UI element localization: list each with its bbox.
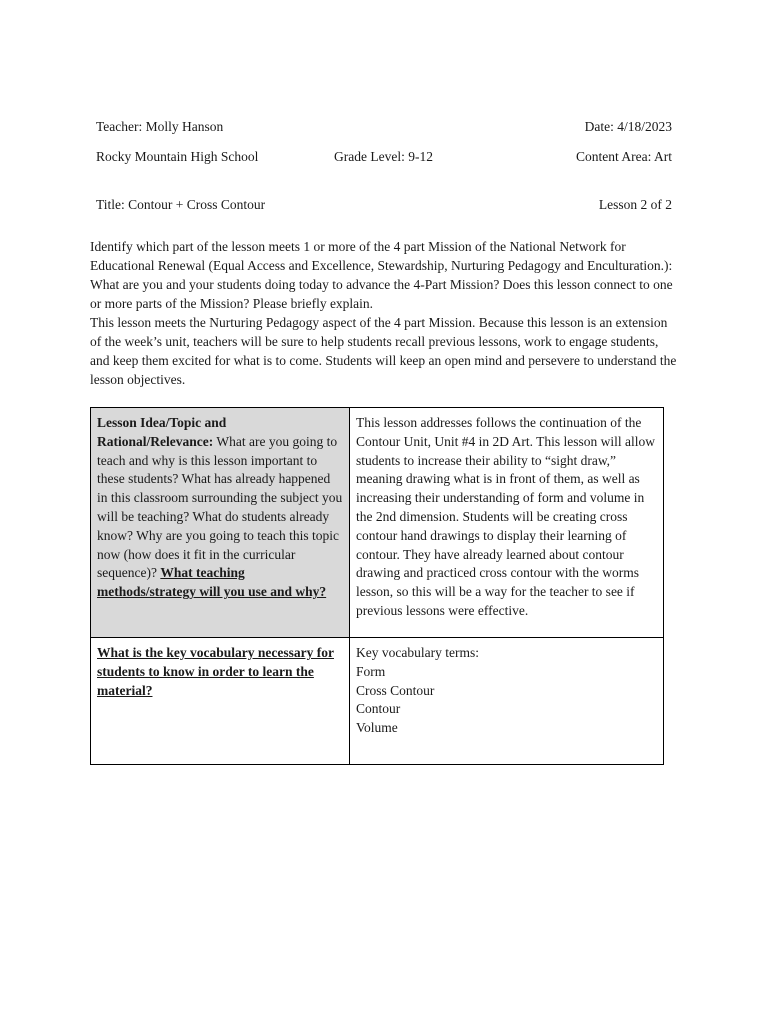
school-name: Rocky Mountain High School xyxy=(96,149,259,164)
table-row xyxy=(91,408,664,638)
mission-question: Identify which part of the lesson meets 1 or more of the 4 part Mission of the National Network for Educational Renewal (Equal Access and Excellence, Stewardship, Nurturing Pedagogy and Enculturation.): What are you and your students doing today to advance the 4-Part Mission? Does this lesson connect to one or more parts of the Mission? Please briefly explain. xyxy=(90,239,673,311)
title-row xyxy=(96,197,672,217)
mission-section xyxy=(90,237,680,389)
topic-answer: This lesson addresses follows the continuation of the Contour Unit, Unit #4 in 2D Art. This lesson will allow students to increase their ability to “sight draw,” meaning drawing what is in front of them, as well as increasing their understanding of form and volume in the 2nd dimension. Students will be creating cross contour hand drawings to display their learning of contour. They have already learned about contour drawing and practiced cross contour with the worms lesson, so this will be a way for the teacher to see if previous lessons were effective. xyxy=(356,415,656,618)
teacher-date-row xyxy=(96,119,672,139)
vocabulary-answer-cell xyxy=(350,638,664,765)
mission-answer: This lesson meets the Nurturing Pedagogy aspect of the 4 part Mission. Because this lesson is an extension of the week’s unit, teachers will be sure to help students recall previous lessons, work to engage students, and keep them excited for what is to come. Students will keep an open mind and persevere to understand the lesson objectives. xyxy=(90,315,677,387)
teaching-methods-prompt: What teaching methods/strategy will you use and why? xyxy=(97,565,327,600)
vocabulary-prompt-cell xyxy=(91,638,350,765)
vocabulary-term: Form xyxy=(356,663,386,679)
topic-prompt-cell xyxy=(91,408,350,638)
vocabulary-heading: Key vocabulary terms: xyxy=(356,645,479,660)
vocabulary-term: Volume xyxy=(356,720,398,736)
topic-prompt: What are you going to teach and why is this lesson important to these students? What has already happened in this classroom surrounding the subject you will be teaching? What do students already know? Why are you going to teach this topic now (how does it fit in the curricular sequence)? xyxy=(97,433,343,581)
table-row xyxy=(91,638,664,765)
teacher-name: Teacher: Molly Hanson xyxy=(96,119,224,134)
vocabulary-term: Cross Contour xyxy=(356,682,435,698)
topic-answer-cell xyxy=(350,408,664,638)
vocabulary-term: Contour xyxy=(356,701,401,717)
lesson-number: Lesson 2 of 2 xyxy=(598,197,672,212)
lesson-date: Date: 4/18/2023 xyxy=(584,119,672,134)
school-grade-row xyxy=(96,149,672,169)
lesson-title: Title: Contour + Cross Contour xyxy=(96,197,266,212)
topic-label: Lesson Idea/Topic and Rational/Relevance: xyxy=(97,415,227,449)
lesson-plan-table xyxy=(90,407,664,765)
vocabulary-question: What is the key vocabulary necessary for students to know in order to learn the material? xyxy=(97,645,334,698)
grade-level: Grade Level: 9-12 xyxy=(334,149,433,164)
content-area: Content Area: Art xyxy=(576,149,672,164)
